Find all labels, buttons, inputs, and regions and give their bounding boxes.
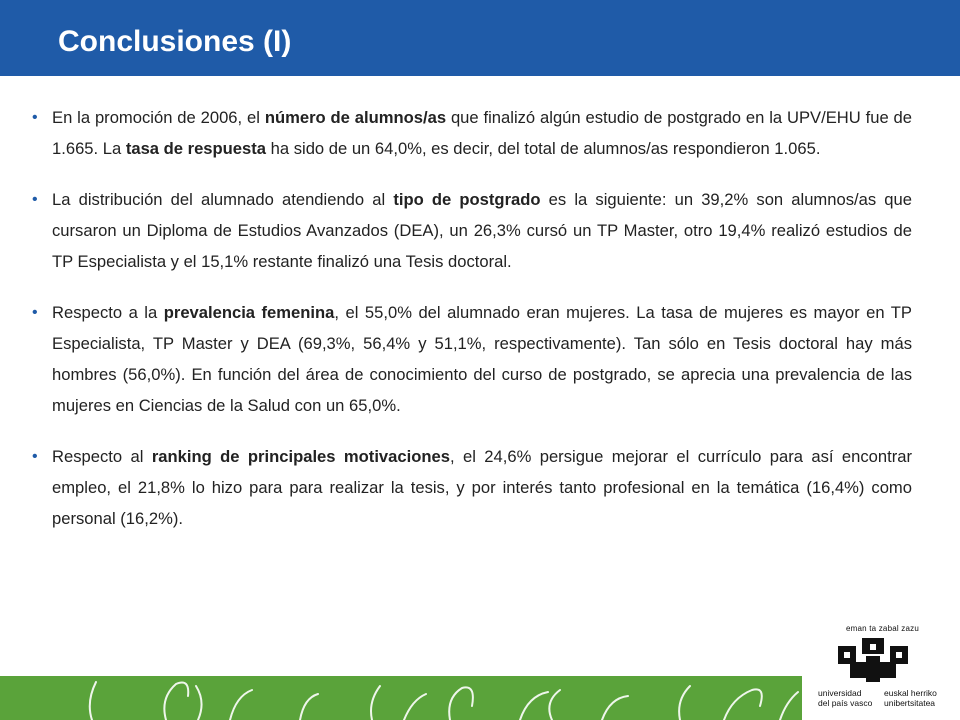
bullet-text: , el 24,6% persigue mejorar el currículo para así encontrar empleo, el 21,8% lo hizo para para realizar la tesis, y por interés tanto profesional en la temática (16,4%) como personal (16,2%). bbox=[52, 447, 912, 528]
bullet-item bbox=[32, 102, 912, 164]
logo-text-line: unibertsitatea bbox=[884, 698, 936, 708]
slide-title: Conclusiones (I) bbox=[58, 25, 292, 58]
university-logo bbox=[814, 620, 954, 716]
bullet-dot-icon: • bbox=[32, 109, 38, 126]
bullet-bold-text: tasa de respuesta bbox=[125, 139, 267, 158]
bullet-text: que finalizó algún estudio de postgrado en la UPV/EHU fue de 1.665. La bbox=[52, 108, 913, 158]
bullet-bold-text: prevalencia femenina bbox=[163, 303, 335, 322]
bullet-text: , el 55,0% del alumnado eran mujeres. La tasa de mujeres es mayor en TP Especialista, TP Master y DEA (69,3%, 56,4% y 51,1%, respectivamente). Tan sólo en Tesis doctoral hay más hombres (56,0%). En función del área de conocimiento del curso de postgrado, se aprecia una prevalencia de las mujeres en Ciencias de la Salud con un 65,0%. bbox=[52, 303, 912, 415]
bullet-list bbox=[32, 102, 912, 554]
title-bar bbox=[0, 0, 960, 76]
footer-green-band bbox=[0, 676, 802, 720]
logo-text-line: del país vasco bbox=[818, 698, 873, 708]
bullet-bold-text: ranking de principales motivaciones bbox=[151, 447, 450, 466]
logo-text-spanish bbox=[818, 688, 872, 708]
logo-text-line: euskal herriko bbox=[884, 688, 937, 698]
bullet-text: ha sido de un 64,0%, es decir, del total de alumnos/as respondieron 1.065. bbox=[266, 139, 821, 158]
logo-text-line: universidad bbox=[818, 688, 862, 698]
bullet-dot-icon: • bbox=[32, 304, 38, 321]
bullet-item bbox=[32, 184, 912, 277]
bullet-item bbox=[32, 297, 912, 421]
bullet-bold-text: número de alumnos/as bbox=[264, 108, 447, 127]
bullet-text: Respecto a la bbox=[52, 303, 164, 322]
bullet-dot-icon: • bbox=[32, 191, 38, 208]
logo-motto: eman ta zabal zazu bbox=[846, 624, 919, 633]
bullet-text: es la siguiente: un 39,2% son alumnos/as que cursaron un Diploma de Estudios Avanzados (DEA), un 26,3% cursó un TP Master, otro 19,4% realizó estudios de TP Especialista y el 15,1% restante finalizó una Tesis doctoral. bbox=[52, 190, 912, 271]
bullet-bold-text: tipo de postgrado bbox=[393, 190, 541, 209]
footer-decoration-icon bbox=[0, 676, 802, 720]
bullet-text: Respecto al bbox=[52, 447, 152, 466]
upv-ehu-tree-icon bbox=[836, 636, 912, 684]
bullet-text: En la promoción de 2006, el bbox=[52, 108, 265, 127]
logo-text-basque bbox=[884, 688, 937, 708]
bullet-dot-icon: • bbox=[32, 448, 38, 465]
bullet-text: La distribución del alumnado atendiendo al bbox=[52, 190, 394, 209]
bullet-item bbox=[32, 441, 912, 534]
